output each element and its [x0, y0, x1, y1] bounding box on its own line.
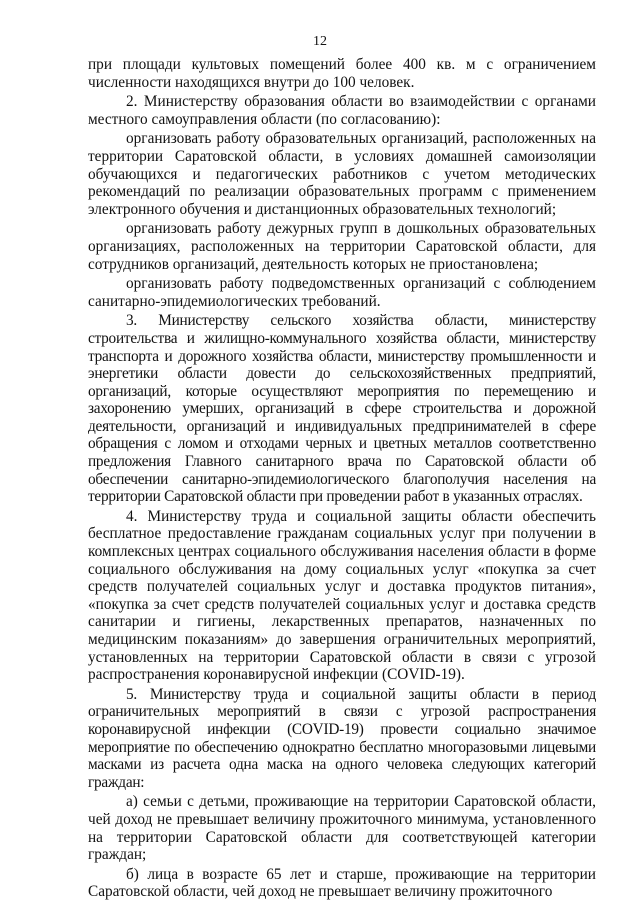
- paragraph-item-2: 2. Министерству образования области во взаимодействии с органами местного самоуправления области (по согласованию):: [88, 93, 596, 128]
- paragraph-item-4: 4. Министерству труда и социальной защиты области обеспечить бесплатное предоставление гражданам социальных услуг при получении в комплексных центрах социального обслуживания населения области в форме социального обслуживания на дому социальных услуг «покупка за счет средств получателей социальных услуг и доставка продуктов питания», «покупка за счет средств получателей социальных услуг и доставка средств санитарии и гигиены, лекарственных препаратов, назначенных по медицинским показаниям» до завершения ограничительных мероприятий, установленных на территории Саратовской области в связи с угрозой распространения коронавирусной инфекции (COVID-19).: [88, 507, 596, 684]
- paragraph-duty-groups: организовать работу дежурных групп в дошкольных образовательных организациях, расположенных на территории Саратовской области, для сотрудников организаций, деятельность которых не приостановлена;: [88, 220, 596, 273]
- paragraph-continuation: при площади культовых помещений более 400 кв. м с ограничением численности находящихся внутри до 100 человек.: [88, 56, 596, 91]
- document-body: [88, 58, 596, 903]
- paragraph-item-3: 3. Министерству сельского хозяйства области, министерству строительства и жилищно-коммунального хозяйства области, министерству транспорта и дорожного хозяйства области, министерству промышленности и энергетики области довести до сельскохозяйственных предприятий, организаций, которые осуществляют мероприятия по перемещению и захоронению умерших, организаций в сфере строительства и дорожной деятельности, организаций и индивидуальных предпринимателей в сфере обращения с ломом и отходами черных и цветных металлов соответственно предложения Главного санитарного врача по Саратовской области об обеспечении санитарно-эпидемиологического благополучия населения на территории Саратовской области при проведении работ в указанных отраслях.: [88, 312, 596, 506]
- paragraph-item-5a: а) семьи с детьми, проживающие на территории Саратовской области, чей доход не превышает величину прожиточного минимума, установленного на территории Саратовской области для соответствующей категории граждан;: [88, 793, 596, 864]
- paragraph-item-5b: б) лица в возрасте 65 лет и старше, проживающие на территории Саратовской области, чей доход не превышает величину прожиточного: [88, 865, 596, 901]
- paragraph-subordinate-organizations: организовать работу подведомственных организаций с соблюдением санитарно-эпидемиологических требований.: [88, 275, 596, 310]
- paragraph-organize-education: организовать работу образовательных организаций, расположенных на территории Саратовской области, в условиях домашней самоизоляции обучающихся и педагогических работников с учетом методических рекомендаций по реализации образовательных программ с применением электронного обучения и дистанционных образовательных технологий;: [88, 130, 596, 218]
- page-number: 12: [313, 34, 327, 49]
- paragraph-item-5: 5. Министерству труда и социальной защиты области в период ограничительных мероприятий в связи с угрозой распространения коронавирусной инфекции (COVID-19) провести социально значимое мероприятие по обеспечению однократно бесплатно многоразовыми лицевыми масками из расчета одна маска на одного человека следующих категорий граждан:: [88, 685, 596, 791]
